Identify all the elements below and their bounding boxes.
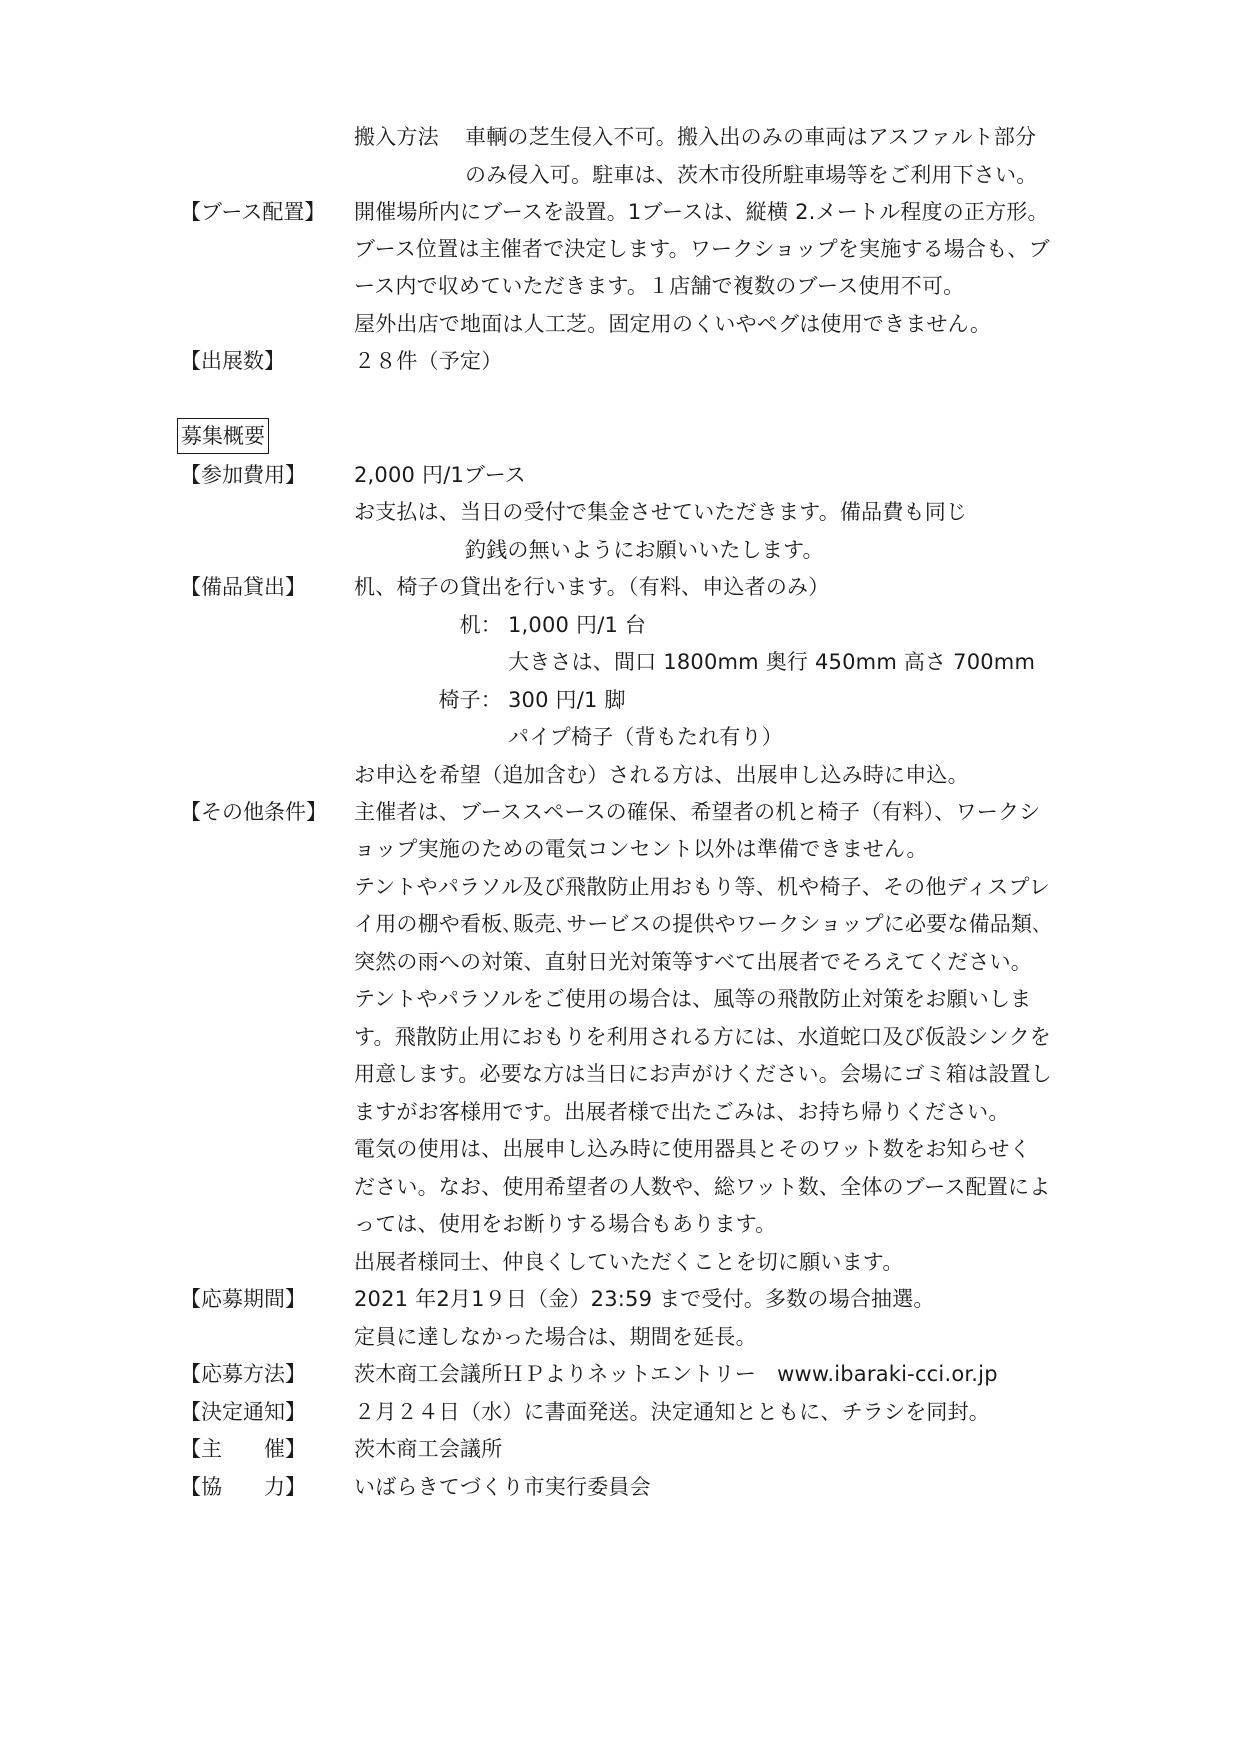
fee-label: 【参加費用】 (180, 463, 306, 487)
booth-line-3: ース内で収めていただきます。１店舗で複数のブース使用不可。 (354, 274, 965, 298)
booth-label: 【ブース配置】 (180, 200, 326, 224)
period-label: 【応募期間】 (180, 1287, 306, 1311)
other-label: 【その他条件】 (180, 800, 327, 824)
count-label: 【出展数】 (180, 349, 285, 373)
carry-in-line-2: のみ侵入可。駐車は、茨木市役所駐車場等をご利用下さい。 (465, 163, 1038, 187)
other-line-10: 電気の使用は、出展申し込み時に使用器具とそのワット数をお知らせく (354, 1137, 1031, 1161)
rental-desk-key: 机： (459, 613, 502, 637)
other-line-7: す。飛散防止用におもりを利用される方には、水道蛇口及び仮設シンクを (354, 1025, 1051, 1049)
other-line-9: ますがお客様用です。出展者様で出たごみは、お持ち帰りください。 (354, 1100, 1010, 1124)
booth-line-4: 屋外出店で地面は人工芝。固定用のくいやペグは使用できません。 (354, 312, 992, 336)
organizer-label: 【主 催】 (180, 1437, 306, 1461)
method-value: 茨木商工会議所ＨＰよりネットエントリー www.ibaraki-cci.or.jp (354, 1362, 998, 1386)
carry-in-line-1: 車輌の芝生侵入不可。搬入出のみの車両はアスファルト部分 (465, 125, 1037, 149)
rental-desk-price: 1,000 円/1 台 (508, 613, 647, 637)
cooperation-value: いばらきてづくり市実行委員会 (354, 1475, 651, 1499)
other-line-12: っては、使用をお断りする場合もあります。 (354, 1212, 777, 1236)
other-line-5: 突然の雨への対策、直射日光対策等すべて出展者でそろえてください。 (354, 950, 1032, 974)
section-heading: 募集概要 (177, 418, 269, 454)
rental-chair-price: 300 円/1 脚 (508, 688, 626, 712)
booth-line-2: ブース位置は主催者で決定します。ワークショップを実施する場合も、ブ (354, 237, 1050, 261)
period-line-1: 2021 年2月1９日（金）23:59 まで受付。多数の場合抽選。 (354, 1287, 935, 1311)
other-line-2: ョップ実施のための電気コンセント以外は準備できません。 (354, 837, 928, 861)
fee-line-1: 2,000 円/1ブース (354, 463, 526, 487)
organizer-value: 茨木商工会議所 (354, 1437, 503, 1461)
fee-line-2: お支払は、当日の受付で集金させていただきます。備品費も同じ (354, 500, 968, 524)
other-line-11: ださい。なお、使用希望者の人数や、総ワット数、全体のブース配置によ (354, 1175, 1051, 1199)
rental-intro: 机、椅子の貸出を行います。（有料、申込者のみ） (354, 575, 830, 599)
booth-line-1: 開催場所内にブースを設置。1ブースは、縦横 2.メートル程度の正方形。 (354, 200, 1049, 224)
count-value: ２８件（予定） (354, 349, 503, 373)
rental-desk-size: 大きさは、間口 1800mm 奥行 450mm 高さ 700mm (508, 650, 1036, 674)
other-line-3: テントやパラソル及び飛散防止用おもり等、机や椅子、その他ディスプレ (354, 875, 1051, 899)
rental-note: お申込を希望（追加含む）される方は、出展申し込み時に申込。 (354, 763, 969, 787)
cooperation-label: 【協 力】 (180, 1475, 306, 1499)
rental-chair-key: 椅子： (438, 688, 502, 712)
other-line-13: 出展者様同士、仲良くしていただくことを切に願います。 (354, 1250, 904, 1274)
other-line-6: テントやパラソルをご使用の場合は、風等の飛散防止対策をお願いしま (354, 987, 1032, 1011)
rental-chair-desc: パイプ椅子（背もたれ有り） (508, 725, 783, 749)
fee-line-3: 釣銭の無いようにお願いいたします。 (465, 538, 824, 562)
notice-value: ２月２４日（水）に書面発送。決定通知とともに、チラシを同封。 (354, 1400, 990, 1424)
rental-label: 【備品貸出】 (180, 575, 306, 599)
notice-label: 【決定通知】 (180, 1400, 306, 1424)
period-line-2: 定員に達しなかった場合は、期間を延長。 (354, 1325, 757, 1349)
method-label: 【応募方法】 (180, 1362, 306, 1386)
other-line-4: イ用の棚や看板､販売､サービスの提供やワークショップに必要な備品類､ (354, 912, 1043, 936)
other-line-8: 用意します。必要な方は当日にお声がけください。会場にゴミ箱は設置し (354, 1062, 1052, 1086)
other-line-1: 主催者は、ブーススペースの確保、希望者の机と椅子（有料）、ワークシ (354, 800, 1041, 824)
carry-in-label: 搬入方法 (354, 125, 439, 149)
